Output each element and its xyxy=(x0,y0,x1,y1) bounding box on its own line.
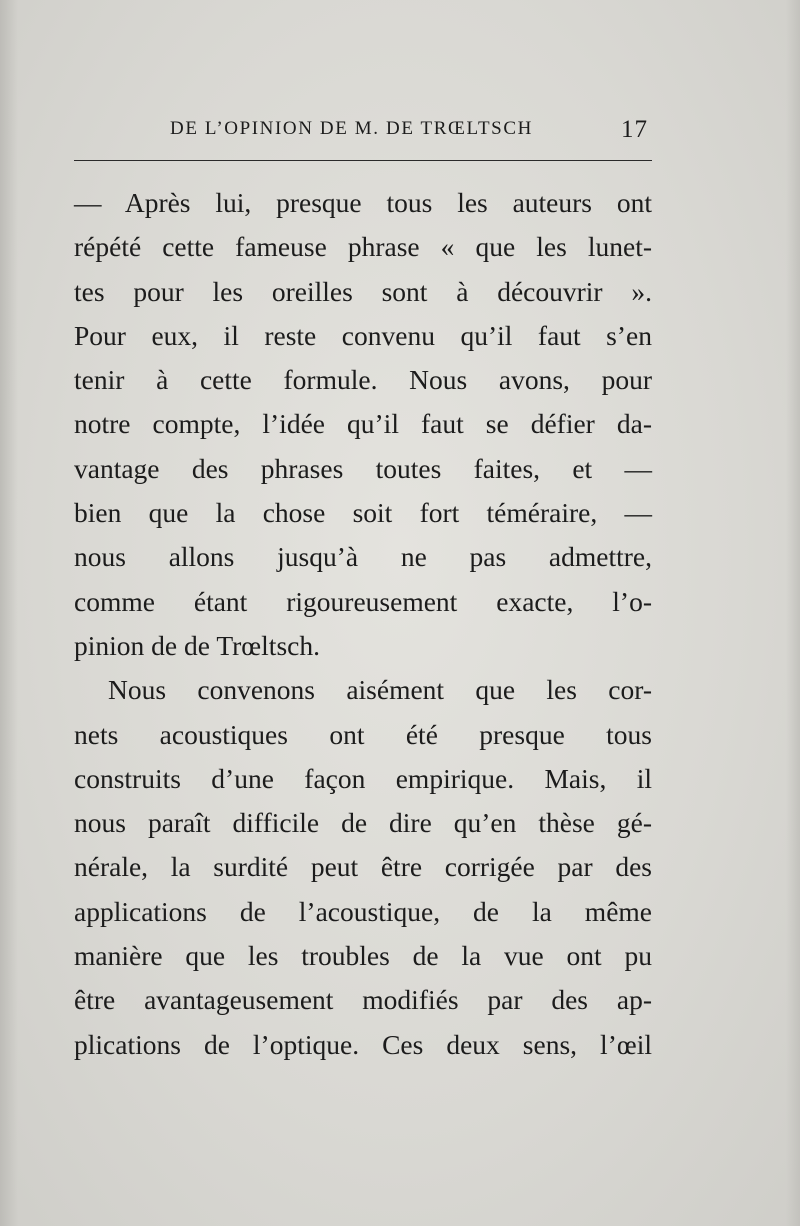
text-line: notre compte, l’idée qu’il faut se défier da- xyxy=(74,408,652,440)
text-line: bien que la chose soit fort téméraire, — xyxy=(74,497,652,529)
header-rule xyxy=(74,160,652,161)
text-line: répété cette fameuse phrase « que les lunet- xyxy=(74,231,652,263)
text-line: applications de l’acoustique, de la même xyxy=(74,895,652,927)
text-line: construits d’une façon empirique. Mais, il xyxy=(74,762,652,794)
text-line: tenir à cette formule. Nous avons, pour xyxy=(74,364,652,396)
text-line: nérale, la surdité peut être corrigée par des xyxy=(74,851,652,883)
text-line: nous allons jusqu’à ne pas admettre, xyxy=(74,541,652,573)
text-line: être avantageusement modifiés par des ap- xyxy=(74,984,652,1016)
paragraph-1 xyxy=(74,181,652,668)
text-line: pinion de de Trœltsch. xyxy=(74,629,320,661)
body-text xyxy=(74,181,652,1067)
text-line: nous paraît difficile de dire qu’en thèse gé- xyxy=(74,807,652,839)
text-line: Pour eux, il reste convenu qu’il faut s’en xyxy=(74,319,652,351)
text-line: manière que les troubles de la vue ont pu xyxy=(74,940,652,972)
running-head xyxy=(170,118,650,152)
running-title: DE L’OPINION DE M. DE TRŒLTSCH xyxy=(170,118,533,139)
text-line: Nous convenons aisément que les cor- xyxy=(108,674,652,706)
paragraph-2 xyxy=(74,668,652,1067)
page-number: 17 xyxy=(621,116,648,143)
text-line: — Après lui, presque tous les auteurs ont xyxy=(74,187,652,218)
text-line: nets acoustiques ont été presque tous xyxy=(74,718,652,750)
text-line: comme étant rigoureusement exacte, l’o- xyxy=(74,585,652,617)
text-line: plications de l’optique. Ces deux sens, l’œil xyxy=(74,1028,652,1060)
text-line: vantage des phrases toutes faites, et — xyxy=(74,452,652,484)
text-line: tes pour les oreilles sont à découvrir ». xyxy=(74,275,652,307)
